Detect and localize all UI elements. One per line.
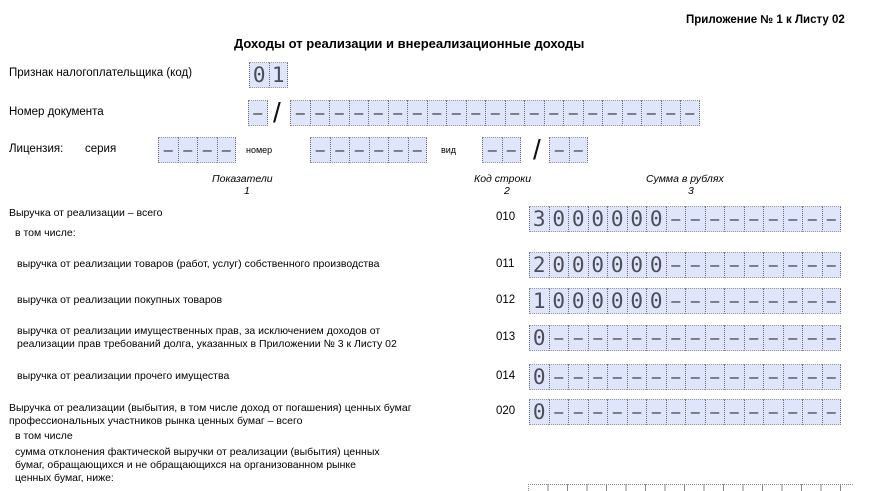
- document-number-cell[interactable]: –: [524, 100, 544, 126]
- amount-cell[interactable]: –: [568, 364, 588, 390]
- amount-cell[interactable]: –: [822, 206, 842, 232]
- row-code: 020: [496, 405, 516, 417]
- amount-cell[interactable]: 0: [646, 288, 666, 314]
- amount-cell[interactable]: 0: [529, 325, 549, 351]
- amount-cell[interactable]: –: [685, 206, 705, 232]
- amount-cell[interactable]: –: [822, 288, 842, 314]
- license-number-cell[interactable]: –: [330, 137, 350, 163]
- document-number-cell[interactable]: –: [388, 100, 408, 126]
- license-type-label: вид: [441, 145, 457, 155]
- row-label-line: Выручка от реализации (выбытия, в том числе доход от погашения) ценных бумаг: [9, 402, 412, 414]
- row-code: 014: [496, 370, 516, 382]
- amount-cell[interactable]: –: [763, 399, 783, 425]
- document-number-cell[interactable]: –: [466, 100, 486, 126]
- amount-cell[interactable]: –: [802, 288, 822, 314]
- license-series-field[interactable]: [158, 137, 236, 163]
- amount-cell[interactable]: 0: [549, 206, 569, 232]
- amount-cell[interactable]: –: [763, 206, 783, 232]
- column-header-code-num: 2: [504, 185, 510, 197]
- document-number-cell[interactable]: –: [427, 100, 447, 126]
- license-series-label: серия: [85, 143, 117, 155]
- license-type-field[interactable]: [549, 137, 588, 163]
- row-label: Выручка от реализации – всего: [9, 207, 163, 219]
- amount-cell[interactable]: –: [705, 252, 725, 278]
- amount-cell[interactable]: 1: [529, 288, 549, 314]
- amount-cell[interactable]: 0: [627, 206, 647, 232]
- amount-cell[interactable]: –: [783, 288, 803, 314]
- document-number-cell[interactable]: –: [583, 100, 603, 126]
- amount-cell[interactable]: –: [627, 364, 647, 390]
- row-label: в том числе:: [15, 227, 76, 239]
- amount-cell[interactable]: –: [763, 288, 783, 314]
- document-number-cell[interactable]: –: [290, 100, 310, 126]
- amount-cell[interactable]: –: [802, 364, 822, 390]
- license-type-field[interactable]: [482, 137, 521, 163]
- amount-cell[interactable]: –: [705, 288, 725, 314]
- document-number-cell[interactable]: –: [446, 100, 466, 126]
- amount-cell[interactable]: –: [744, 325, 764, 351]
- row-label-line: реализации прав требований долга, указанных в Приложении № 3 к Листу 02: [17, 338, 397, 350]
- amount-cell[interactable]: –: [822, 325, 842, 351]
- amount-cell[interactable]: 0: [646, 252, 666, 278]
- amount-cell[interactable]: 0: [607, 288, 627, 314]
- amount-cell[interactable]: –: [607, 325, 627, 351]
- document-number-cell[interactable]: –: [622, 100, 642, 126]
- amount-cell[interactable]: –: [783, 325, 803, 351]
- amount-cell[interactable]: –: [744, 364, 764, 390]
- taxpayer-code-field[interactable]: [249, 62, 288, 88]
- document-number-cell[interactable]: –: [505, 100, 525, 126]
- amount-cell[interactable]: –: [763, 325, 783, 351]
- document-number-cell[interactable]: –: [248, 100, 268, 126]
- amount-cell[interactable]: –: [588, 399, 608, 425]
- amount-cell[interactable]: –: [822, 399, 842, 425]
- column-header-code: Код строки: [474, 173, 532, 185]
- document-number-cell[interactable]: –: [368, 100, 388, 126]
- amount-field-012[interactable]: [529, 288, 841, 314]
- license-series-cell[interactable]: –: [178, 137, 198, 163]
- taxpayer-code-cell[interactable]: 0: [249, 62, 269, 88]
- document-number-cell[interactable]: –: [310, 100, 330, 126]
- license-number-cell[interactable]: –: [408, 137, 428, 163]
- amount-field-020[interactable]: [529, 399, 841, 425]
- amount-cell[interactable]: –: [724, 325, 744, 351]
- amount-cell[interactable]: –: [666, 252, 686, 278]
- amount-cell[interactable]: –: [783, 252, 803, 278]
- license-series-cell[interactable]: –: [158, 137, 178, 163]
- amount-cell[interactable]: 0: [529, 399, 549, 425]
- amount-cell[interactable]: –: [666, 206, 686, 232]
- amount-cell[interactable]: –: [705, 206, 725, 232]
- amount-cell[interactable]: 0: [627, 288, 647, 314]
- row-label: выручка от реализации прочего имущества: [17, 370, 230, 382]
- amount-cell[interactable]: –: [744, 288, 764, 314]
- amount-cell[interactable]: –: [744, 206, 764, 232]
- amount-cell[interactable]: –: [568, 399, 588, 425]
- license-type-cell[interactable]: –: [502, 137, 522, 163]
- appendix-label: Приложение № 1 к Листу 02: [686, 14, 845, 26]
- row-label-line: ценных бумаг, ниже:: [15, 472, 114, 484]
- row-label-line: сумма отклонения фактической выручки от реализации (выбытия) ценных: [15, 446, 380, 458]
- license-number-cell[interactable]: –: [349, 137, 369, 163]
- amount-cell[interactable]: 2: [529, 252, 549, 278]
- amount-cell[interactable]: –: [724, 252, 744, 278]
- row-code: 011: [496, 258, 515, 270]
- amount-cell[interactable]: 0: [646, 206, 666, 232]
- amount-cell[interactable]: 0: [588, 252, 608, 278]
- row-label: выручка от реализации покупных товаров: [17, 294, 223, 306]
- amount-cell[interactable]: –: [763, 252, 783, 278]
- document-number-cell[interactable]: –: [329, 100, 349, 126]
- amount-cell[interactable]: –: [685, 252, 705, 278]
- row-code: 013: [496, 331, 516, 343]
- amount-cell[interactable]: –: [646, 325, 666, 351]
- document-number-cell[interactable]: –: [680, 100, 700, 126]
- amount-cell[interactable]: –: [802, 325, 822, 351]
- amount-cell[interactable]: –: [685, 364, 705, 390]
- amount-cell[interactable]: –: [666, 288, 686, 314]
- taxpayer-code-cell[interactable]: 1: [269, 62, 289, 88]
- amount-cell[interactable]: 0: [568, 288, 588, 314]
- document-number-cell[interactable]: –: [544, 100, 564, 126]
- amount-cell[interactable]: –: [822, 364, 842, 390]
- column-header-indicators: Показатели: [212, 173, 273, 185]
- amount-cell[interactable]: –: [705, 364, 725, 390]
- amount-cell[interactable]: 3: [529, 206, 549, 232]
- license-number-cell[interactable]: –: [388, 137, 408, 163]
- amount-cell[interactable]: –: [802, 252, 822, 278]
- amount-cell[interactable]: –: [724, 206, 744, 232]
- amount-cell[interactable]: –: [685, 288, 705, 314]
- amount-cell[interactable]: 0: [568, 252, 588, 278]
- slash-separator: /: [273, 97, 281, 128]
- page-title: Доходы от реализации и внереализационные доходы: [234, 36, 585, 51]
- document-number-label: Номер документа: [9, 106, 104, 118]
- license-type-cell[interactable]: –: [569, 137, 589, 163]
- amount-field-014[interactable]: [529, 364, 841, 390]
- license-type-cell[interactable]: –: [549, 137, 569, 163]
- amount-cell[interactable]: –: [646, 364, 666, 390]
- document-number-prefix-field[interactable]: [248, 100, 268, 126]
- amount-cell[interactable]: –: [666, 399, 686, 425]
- amount-cell[interactable]: 0: [568, 206, 588, 232]
- amount-cell[interactable]: –: [744, 399, 764, 425]
- slash-separator: /: [533, 134, 541, 165]
- amount-cell[interactable]: –: [588, 364, 608, 390]
- amount-cell[interactable]: –: [724, 399, 744, 425]
- amount-cell[interactable]: –: [588, 325, 608, 351]
- license-number-cell[interactable]: –: [369, 137, 389, 163]
- amount-cell[interactable]: –: [802, 399, 822, 425]
- document-number-cell[interactable]: –: [641, 100, 661, 126]
- amount-cell[interactable]: 0: [607, 206, 627, 232]
- amount-cell[interactable]: –: [822, 252, 842, 278]
- document-number-cell[interactable]: –: [485, 100, 505, 126]
- amount-cell[interactable]: –: [705, 325, 725, 351]
- taxpayer-code-label: Признак налогоплательщика (код): [9, 67, 193, 79]
- amount-cell[interactable]: –: [685, 399, 705, 425]
- license-number-field[interactable]: [310, 137, 427, 163]
- column-header-sum: Сумма в рублях: [646, 173, 724, 185]
- amount-cell[interactable]: –: [549, 364, 569, 390]
- amount-field-011[interactable]: [529, 252, 841, 278]
- document-number-cell[interactable]: –: [407, 100, 427, 126]
- amount-cell[interactable]: –: [627, 325, 647, 351]
- amount-field-013[interactable]: [529, 325, 841, 351]
- license-series-cell[interactable]: –: [217, 137, 237, 163]
- amount-cell[interactable]: –: [607, 399, 627, 425]
- amount-cell[interactable]: –: [783, 399, 803, 425]
- row-label-line: выручка от реализации имущественных прав, за исключением доходов от: [17, 325, 381, 337]
- amount-cell[interactable]: 0: [549, 288, 569, 314]
- amount-field-010[interactable]: [529, 206, 841, 232]
- amount-cell[interactable]: 0: [549, 252, 569, 278]
- column-header-sum-num: 3: [688, 185, 694, 197]
- amount-cell[interactable]: –: [705, 399, 725, 425]
- amount-cell[interactable]: –: [685, 325, 705, 351]
- amount-cell[interactable]: –: [783, 206, 803, 232]
- amount-cell[interactable]: –: [724, 364, 744, 390]
- row-label: в том числе: [15, 430, 73, 442]
- document-number-cell[interactable]: –: [661, 100, 681, 126]
- amount-cell[interactable]: –: [549, 325, 569, 351]
- amount-cell[interactable]: –: [646, 399, 666, 425]
- row-label-line: профессиональных участников рынка ценных бумаг – всего: [9, 415, 303, 427]
- document-number-cell[interactable]: –: [349, 100, 369, 126]
- amount-cell[interactable]: 0: [607, 252, 627, 278]
- amount-cell[interactable]: –: [724, 288, 744, 314]
- license-series-cell[interactable]: –: [197, 137, 217, 163]
- document-number-field[interactable]: [290, 100, 700, 126]
- row-code: 012: [496, 294, 516, 306]
- amount-cell[interactable]: 0: [588, 206, 608, 232]
- row-label: выручка от реализации товаров (работ, услуг) собственного производства: [17, 258, 380, 270]
- license-label: Лицензия:: [9, 143, 64, 155]
- amount-cell[interactable]: –: [568, 325, 588, 351]
- amount-cell[interactable]: –: [607, 364, 627, 390]
- column-header-indicators-num: 1: [244, 185, 250, 197]
- amount-cell[interactable]: –: [549, 399, 569, 425]
- amount-cell[interactable]: –: [783, 364, 803, 390]
- amount-cell[interactable]: 0: [588, 288, 608, 314]
- license-type-cell[interactable]: –: [482, 137, 502, 163]
- row-code: 010: [496, 211, 516, 223]
- document-number-cell[interactable]: –: [563, 100, 583, 126]
- amount-cell[interactable]: 0: [529, 364, 549, 390]
- row-label-line: бумаг, обращающихся и не обращающихся на организованном рынке: [15, 459, 356, 471]
- document-number-cell[interactable]: –: [602, 100, 622, 126]
- amount-cell[interactable]: 0: [627, 252, 647, 278]
- amount-cell[interactable]: –: [744, 252, 764, 278]
- amount-cell[interactable]: –: [763, 364, 783, 390]
- license-number-label: номер: [246, 145, 273, 155]
- amount-cell[interactable]: –: [666, 325, 686, 351]
- license-number-cell[interactable]: –: [310, 137, 330, 163]
- amount-cell[interactable]: –: [627, 399, 647, 425]
- amount-cell[interactable]: –: [802, 206, 822, 232]
- amount-cell[interactable]: –: [666, 364, 686, 390]
